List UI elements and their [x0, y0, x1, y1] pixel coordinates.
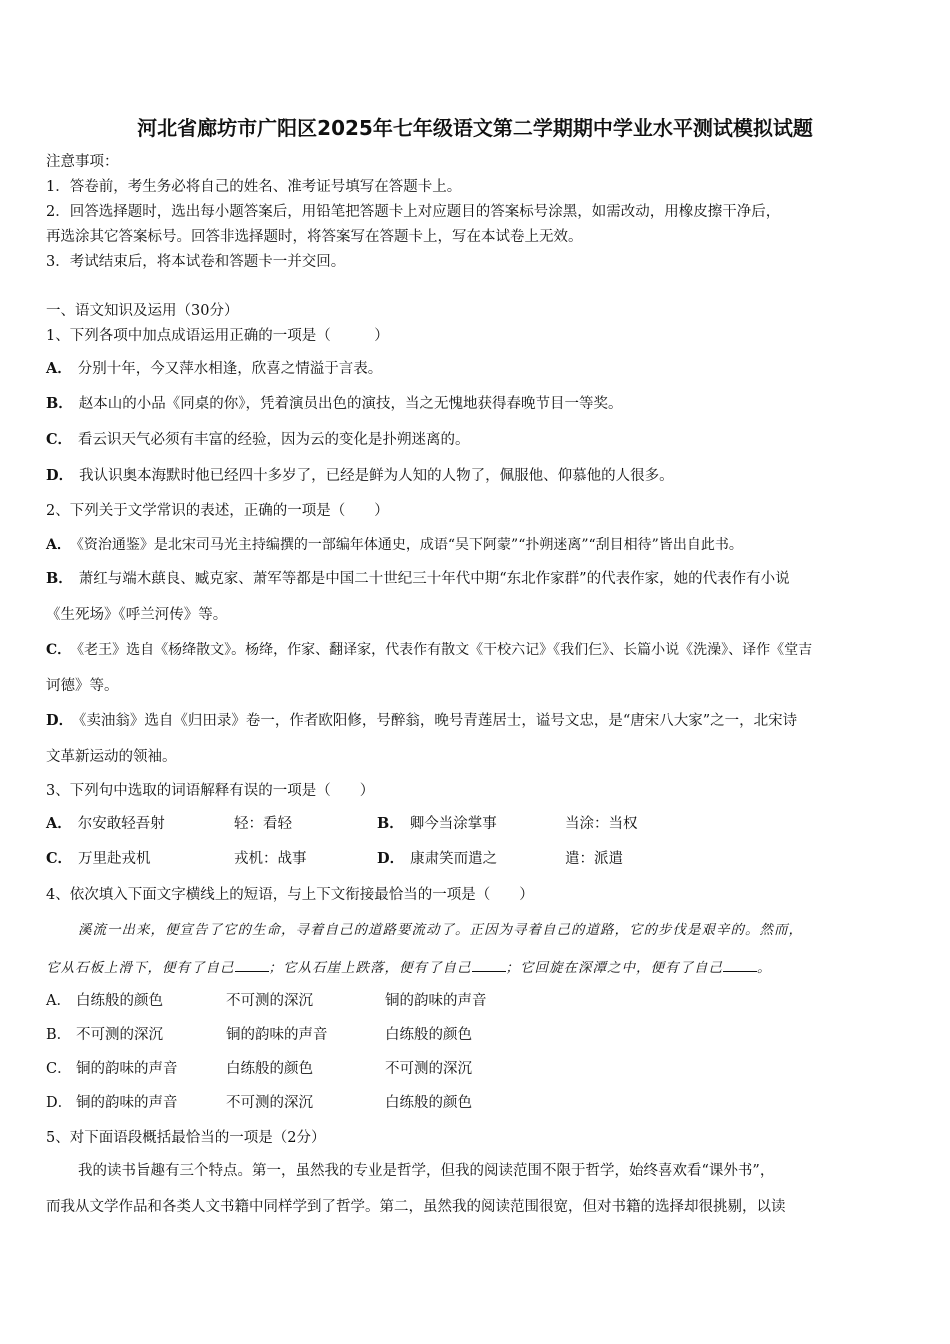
notes-heading: 注意事项：	[46, 154, 119, 170]
q4-option-d-label: D．	[46, 1095, 73, 1111]
option-label: B．	[46, 570, 73, 587]
note-2-line-2: 再选涂其它答案标号。回答非选择题时，将答案写在答题卡上，写在本试卷上无效。	[46, 229, 583, 245]
q2-option-b-text: 萧红与端木蕻良、臧克家、萧军等都是中国二十世纪三十年代中期“东北作家群”的代表作家，她的代表作有小说	[78, 571, 790, 587]
q4-passage-part-1: 它从石板上滑下，便有了自己	[46, 960, 235, 976]
q5-passage-line-1: 我的读书旨趣有三个特点。第一，虽然我的专业是哲学，但我的阅读范围不限于哲学，始终喜欢看“课外书”，	[78, 1163, 775, 1179]
q2-option-d-text: 《卖油翁》选自《归田录》卷一，作者欧阳修，号醉翁，晚号青莲居士，谥号文忠，是“唐宋八大家”之一，北宋诗	[79, 713, 798, 729]
q3-stem: 3、下列句中选取的词语解释有误的一项是（ ）	[46, 783, 375, 799]
q5-stem: 5、对下面语段概括最恰当的一项是（2分）	[46, 1130, 326, 1146]
option-label: C．	[46, 642, 72, 658]
q1-option-c-text: 看云识天气必须有丰富的经验，因为云的变化是扑朔迷离的。	[78, 432, 470, 448]
q3-option-c-text: 万里赴戎机	[78, 851, 151, 867]
q4-option-c-choice-3: 不可测的深沉	[385, 1061, 472, 1077]
option-label: B．	[377, 815, 404, 832]
q2-option-d-line-1	[46, 711, 797, 731]
q4-option-d-choice-2: 不可测的深沉	[226, 1095, 313, 1111]
blank-line-2	[472, 957, 506, 972]
q4-option-c-choice-1: 铜的韵味的声音	[76, 1061, 178, 1077]
note-2-line-1: 2．回答选择题时，选出每小题答案后，用铅笔把答题卡上对应题目的答案标号涂黑，如需改动，用橡皮擦干净后，	[46, 204, 781, 220]
q2-option-c-line-1	[46, 640, 812, 660]
q2-option-c-line-2: 诃德》等。	[46, 678, 119, 694]
q4-passage-line-2	[46, 957, 772, 978]
option-label: A．	[46, 360, 72, 377]
option-label: A．	[46, 537, 71, 553]
option-label: D．	[46, 712, 74, 729]
blank-line-3	[723, 957, 757, 972]
q4-option-d-choice-3: 白练般的颜色	[385, 1095, 472, 1111]
q3-option-a	[46, 814, 165, 834]
q4-passage-part-4: 。	[757, 960, 772, 976]
q2-option-c-text: 《老王》选自《杨绛散文》。杨绛，作家、翻译家，代表作有散文《干校六记》《我们仨》、长篇小说《洗澡》、译作《堂吉	[77, 642, 813, 658]
note-1: 1．答卷前，考生务必将自己的姓名、准考证号填写在答题卡上。	[46, 179, 462, 195]
q4-option-d-choice-1: 铜的韵味的声音	[76, 1095, 178, 1111]
q4-option-b-choice-1: 不可测的深沉	[76, 1027, 163, 1043]
q1-option-d	[46, 466, 674, 486]
q3-option-b	[377, 814, 497, 834]
q4-option-b-choice-2: 铜的韵味的声音	[226, 1027, 328, 1043]
q3-option-d-gloss: 遣：派遣	[565, 851, 623, 867]
q1-option-c	[46, 430, 470, 450]
q4-option-a-choice-3: 铜的韵味的声音	[385, 993, 487, 1009]
q4-option-a-choice-2: 不可测的深沉	[226, 993, 313, 1009]
q1-option-b	[46, 394, 623, 414]
q4-option-a-choice-1: 白练般的颜色	[76, 993, 163, 1009]
q4-stem: 4、依次填入下面文字横线上的短语，与上下文衔接最恰当的一项是（ ）	[46, 887, 534, 903]
q1-option-d-text: 我认识奥本海默时他已经四十多岁了，已经是鲜为人知的人物了，佩服他、仰慕他的人很多。	[79, 468, 674, 484]
q4-option-c-label: C．	[46, 1061, 72, 1077]
q2-option-b-line-2: 《生死场》《呼兰河传》等。	[46, 607, 228, 623]
q3-option-c	[46, 849, 151, 869]
q2-option-d-line-2: 文革新运动的领袖。	[46, 749, 177, 765]
option-label: D．	[46, 467, 74, 484]
q4-option-b-choice-3: 白练般的颜色	[385, 1027, 472, 1043]
q4-passage-part-3: ；它回旋在深潭之中，便有了自己	[505, 960, 723, 976]
q2-option-a-text: 《资治通鉴》是北宋司马光主持编撰的一部编年体通史，成语“吴下阿蒙”“扑朔迷离”“刮目相待”皆出自此书。	[76, 537, 743, 553]
q2-option-a	[46, 535, 743, 555]
exam-title: 河北省廊坊市广阳区2025年七年级语文第二学期期中学业水平测试模拟试题	[137, 116, 813, 140]
option-label: C．	[46, 850, 73, 867]
q3-option-d-text: 康肃笑而遣之	[410, 851, 498, 867]
section-1-heading: 一、语文知识及运用（30分）	[46, 303, 239, 319]
option-label: D．	[377, 850, 405, 867]
q4-option-a-label: A．	[46, 993, 71, 1009]
q3-option-b-text: 卿今当涂掌事	[409, 816, 497, 832]
q4-option-c-choice-2: 白练般的颜色	[226, 1061, 313, 1077]
blank-line-1	[235, 957, 269, 972]
option-label: A．	[46, 815, 72, 832]
option-label: C．	[46, 431, 73, 448]
q1-option-a-text: 分别十年，今又萍水相逢，欣喜之情溢于言表。	[77, 361, 383, 377]
note-3: 3．考试结束后，将本试卷和答题卡一并交回。	[46, 254, 346, 270]
q1-stem: 1、下列各项中加点成语运用正确的一项是（ ）	[46, 328, 389, 344]
q2-option-b-line-1	[46, 569, 790, 589]
option-label: B．	[46, 395, 73, 412]
q1-option-b-text: 赵本山的小品《同桌的你》，凭着演员出色的演技，当之无愧地获得春晚节目一等奖。	[78, 396, 623, 412]
q2-stem: 2、下列关于文学常识的表述，正确的一项是（ ）	[46, 503, 389, 519]
q4-passage-part-2: ；它从石崖上跌落，便有了自己	[268, 960, 472, 976]
q3-option-a-text: 尔安敢轻吾射	[77, 816, 165, 832]
q4-option-b-label: B．	[46, 1027, 72, 1043]
q1-option-a	[46, 359, 382, 379]
q3-option-d	[377, 849, 497, 869]
q5-passage-line-2: 而我从文学作品和各类人文书籍中同样学到了哲学。第二，虽然我的阅读范围很宽，但对书籍的选择却很挑剔，以读	[46, 1199, 786, 1215]
q3-option-c-gloss: 戎机：战事	[234, 851, 307, 867]
q3-option-a-gloss: 轻：看轻	[234, 816, 292, 832]
q4-passage-line-1: 溪流一出来，便宣告了它的生命，寻着自己的道路要流动了。正因为寻着自己的道路，它的步伐是艰辛的。然而，	[78, 922, 803, 938]
q3-option-b-gloss: 当涂：当权	[565, 816, 638, 832]
